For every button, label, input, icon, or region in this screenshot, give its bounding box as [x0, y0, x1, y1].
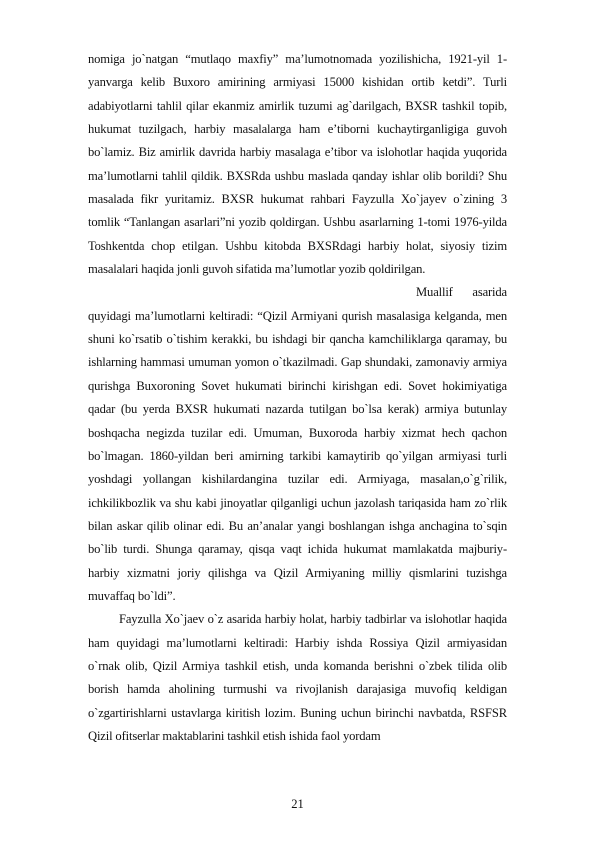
- paragraph-3: Fayzulla Xo`jaev o`z asarida harbiy holat, harbiy tadbirlar va islohotlar haqida ham quyidagi ma’lumotlarni keltiradi: Harbiy ishda Rossiya Qizil armiyasidan o`rnak olib, Qizil Armiya tashkil etish, unda komanda berishni o`zbek tilida olib borish hamda aholining turmushi va rivojlanish darajasiga muvofiq keldigan o`zgartirishlarni ustavlarga kiritish lozim. Buning uchun birinchi navbatda, RSFSR Qizil ofitserlar maktablarini tashkil etish ishida faol yordam: [88, 612, 507, 743]
- paragraph-2: Muallif asarida quyidagi ma’lumotlarni keltiradi: “Qizil Armiyani qurish masalasiga kelganda, men shuni ko`rsatib o`tishim kerakki, bu ishdagi bir qancha kamchiliklarga qaramay, bu ishlarning hammasi umuman yomon o`tkazilmadi. Gap shundaki, zamonaviy armiya qurishga Buxoroning Sovet hukumati birinchi kirishgan edi. Sovet hokimiyatiga qadar (bu yerda BXSR hukumati nazarda tutilgan bo`lsa kerak) armiya butunlay boshqacha negizda tuzilar edi. Umuman, Buxoroda harbiy xizmat hech qachon bo`lmagan. 1860-yildan beri amirning tarkibi kamaytirib qo`yilgan armiyasi turli yoshdagi yollangan kishilardangina tuzilar edi. Armiyaga, masalan,o`g`rilik, ichkilikbozlik va shu kabi jinoyatlar qilganligi uchun jazolash tariqasida ham zo`rlik bilan askar qilib olinar edi. Bu an’analar yangi boshlangan ishga anchagina to`sqin bo`lib turdi. Shunga qaramay, qisqa vaqt ichida hukumat mamlakatda majburiy-harbiy xizmatni joriy qilishga va Qizil Armiyaning milliy qismlarini tuzishga muvaffaq bo`ldi”.: [88, 285, 507, 603]
- page-number: 21: [291, 797, 304, 811]
- paragraph-1: nomiga jo`natgan “mutlaqo maxfiy” ma’lumotnomada yozilishicha, 1921-yil 1-yanvarga kelib Buxoro amirining armiyasi 15000 kishidan ortib ketdi”. Turli adabiyotlarni tahlil qilar ekanmiz amirlik tuzumi ag`darilgach, BXSR tashkil topib, hukumat tuzilgach, harbiy masalalarga ham e’tiborni kuchaytirganligiga guvoh bo`lamiz. Biz amirlik davrida harbiy masalaga e’tibor va islohotlar haqida yuqorida ma’lumotlarni tahlil qildik. BXSRda ushbu maslada qanday ishlar olib borildi? Shu masalada fikr yuritamiz. BXSR hukumat rahbari Fayzulla Xo`jayev o`zining 3 tomlik “Tanlangan asarlari”ni yozib qoldirgan. Ushbu asarlarning 1-tomi 1976-yilda Toshkentda chop etilgan. Ushbu kitobda BXSRdagi harbiy holat, siyosiy tizim masalalari haqida jonli guvoh sifatida ma’lumotlar yozib qoldirilgan.: [88, 52, 507, 277]
- body-text: [88, 48, 507, 748]
